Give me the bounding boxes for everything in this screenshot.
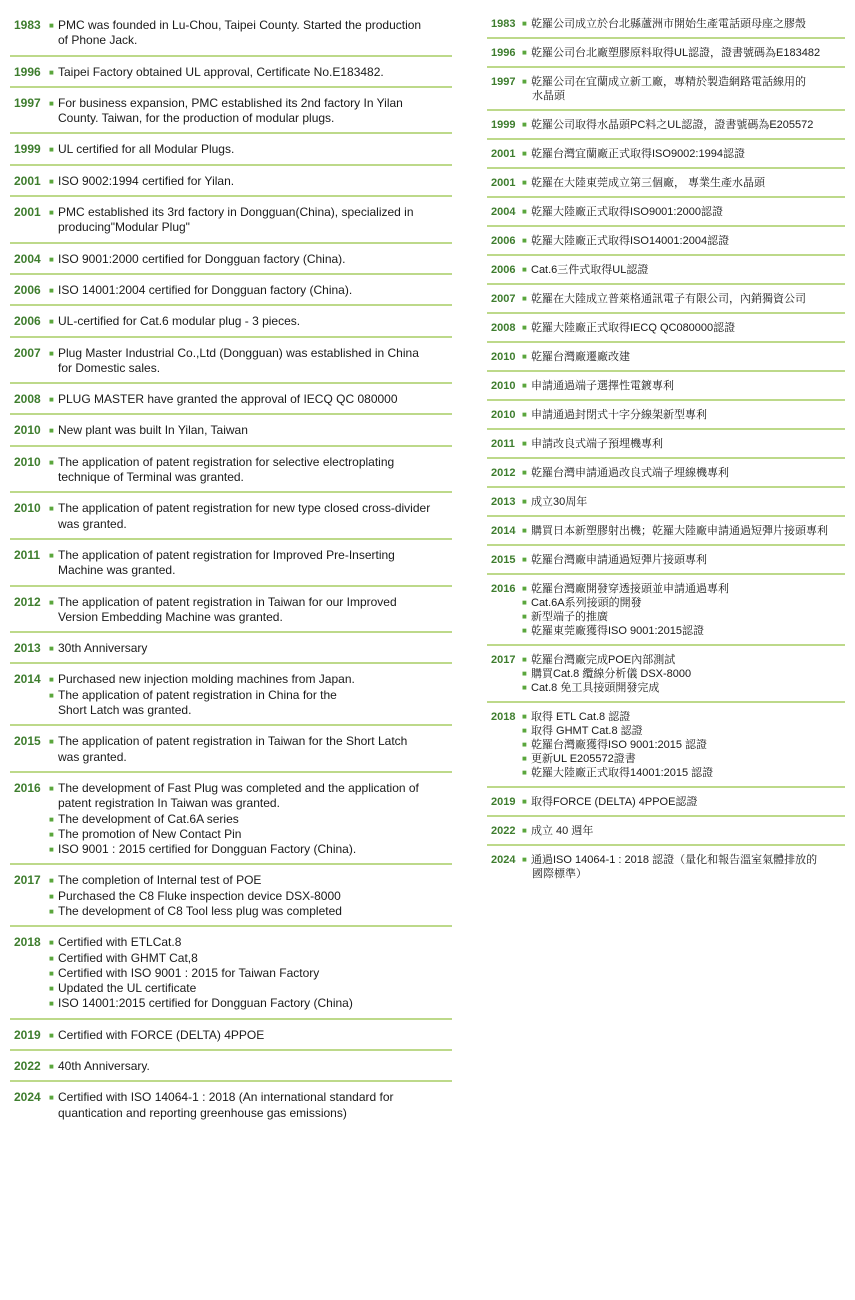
timeline-year: 1999 <box>14 142 41 157</box>
timeline-entry <box>10 865 452 927</box>
timeline-text: 乾羅大陸廠正式取得IECQ QC080000認證 <box>531 322 736 334</box>
green-square-bullet-icon: ■ <box>522 236 527 245</box>
timeline-text: 申請通過封閉式十字分線架新型專利 <box>531 409 707 421</box>
timeline-text: The development of Fast Plug was completed and the application of <box>58 780 419 795</box>
timeline-text: The development of C8 Tool less plug was completed <box>58 903 342 918</box>
green-square-bullet-icon: ■ <box>49 737 54 747</box>
green-square-bullet-icon: ■ <box>49 98 54 108</box>
timeline-text: 成立30周年 <box>531 496 588 508</box>
timeline-entry <box>10 244 452 275</box>
timeline-text: 水晶頭 <box>532 90 565 102</box>
timeline-text: Machine was granted. <box>58 563 176 578</box>
green-square-bullet-icon: ■ <box>522 740 527 749</box>
timeline-year: 2015 <box>491 554 516 566</box>
timeline-text: 申請通過端子選擇性電鍍專利 <box>531 380 674 392</box>
green-square-bullet-icon: ■ <box>522 826 527 835</box>
timeline-text: 乾羅台灣申請通過改良式端子埋線機專利 <box>531 467 729 479</box>
green-square-bullet-icon: ■ <box>522 598 527 607</box>
green-square-bullet-icon: ■ <box>522 294 527 303</box>
green-square-bullet-icon: ■ <box>49 906 54 916</box>
green-square-bullet-icon: ■ <box>49 783 54 793</box>
chinese-timeline <box>487 10 845 887</box>
timeline-text: County. Taiwan, for the production of modular plugs. <box>58 111 335 126</box>
timeline-year: 2010 <box>491 351 516 363</box>
timeline-year: 2006 <box>14 282 41 297</box>
timeline-text: The application of patent registration in Taiwan for our Improved <box>58 594 397 609</box>
timeline-entry <box>487 817 845 846</box>
timeline-entry <box>487 575 845 646</box>
timeline-year: 2011 <box>14 547 41 562</box>
timeline-text: quantication and reporting greenhouse gas emissions) <box>58 1105 347 1120</box>
timeline-entry <box>10 10 452 57</box>
green-square-bullet-icon: ■ <box>522 410 527 419</box>
timeline-text: The application of patent registration for Improved Pre-Inserting <box>58 547 395 562</box>
timeline-text: Certified with ISO 14064-1 : 2018 (An international standard for <box>58 1090 394 1105</box>
timeline-entry <box>487 846 845 887</box>
timeline-entry <box>487 111 845 140</box>
timeline-year: 2017 <box>14 873 41 888</box>
timeline-entry <box>10 447 452 494</box>
timeline-year: 2006 <box>14 314 41 329</box>
timeline-year: 2022 <box>14 1059 41 1074</box>
timeline-text: 乾羅東莞廠獲得ISO 9001:2015認證 <box>531 625 705 637</box>
timeline-year: 1996 <box>491 47 516 59</box>
green-square-bullet-icon: ■ <box>522 439 527 448</box>
timeline-year: 2012 <box>14 594 41 609</box>
timeline-year: 2024 <box>14 1090 41 1105</box>
timeline-year: 2013 <box>491 496 516 508</box>
timeline-year: 2006 <box>491 264 516 276</box>
timeline-text: Certified with FORCE (DELTA) 4PPOE <box>58 1027 265 1042</box>
timeline-text: 乾羅大陸廠正式取得ISO14001:2004認證 <box>531 235 730 247</box>
timeline-year: 2022 <box>491 825 516 837</box>
timeline-text: of Phone Jack. <box>58 33 138 48</box>
green-square-bullet-icon: ■ <box>49 285 54 295</box>
green-square-bullet-icon: ■ <box>522 352 527 361</box>
green-square-bullet-icon: ■ <box>49 829 54 839</box>
green-square-bullet-icon: ■ <box>49 1093 54 1103</box>
timeline-text: Taipei Factory obtained UL approval, Certificate No.E183482. <box>58 64 384 79</box>
timeline-entry <box>10 927 452 1019</box>
timeline-text: UL certified for all Modular Plugs. <box>58 142 235 157</box>
timeline-entry <box>487 343 845 372</box>
green-square-bullet-icon: ■ <box>522 612 527 621</box>
timeline-text: Cat.6A系列接頭的開發 <box>531 597 642 609</box>
timeline-entry <box>487 788 845 817</box>
timeline-entry <box>487 256 845 285</box>
timeline-entry <box>487 169 845 198</box>
timeline-text: 乾羅公司台北廠塑膠原料取得UL認證，證書號碼為E183482 <box>531 47 821 59</box>
timeline-entry <box>10 338 452 385</box>
timeline-year: 1999 <box>491 119 516 131</box>
timeline-year: 2008 <box>14 392 41 407</box>
green-square-bullet-icon: ■ <box>49 999 54 1009</box>
green-square-bullet-icon: ■ <box>49 597 54 607</box>
timeline-entry <box>10 664 452 726</box>
timeline-year: 1997 <box>14 95 41 110</box>
timeline-year: 2018 <box>14 935 41 950</box>
timeline-text: The development of Cat.6A series <box>58 811 239 826</box>
timeline-text: for Domestic sales. <box>58 360 161 375</box>
green-square-bullet-icon: ■ <box>49 953 54 963</box>
timeline-entry <box>487 401 845 430</box>
timeline-year: 2013 <box>14 641 41 656</box>
timeline-year: 2010 <box>14 454 41 469</box>
timeline-year: 1983 <box>14 18 41 32</box>
green-square-bullet-icon: ■ <box>522 526 527 535</box>
timeline-year: 2001 <box>491 177 516 189</box>
green-square-bullet-icon: ■ <box>49 426 54 436</box>
timeline-year: 1983 <box>491 18 516 30</box>
green-square-bullet-icon: ■ <box>522 77 527 86</box>
green-square-bullet-icon: ■ <box>522 120 527 129</box>
timeline-entry <box>10 493 452 540</box>
green-square-bullet-icon: ■ <box>522 584 527 593</box>
green-square-bullet-icon: ■ <box>522 683 527 692</box>
timeline-text: New plant was built In Yilan, Taiwan <box>58 423 248 438</box>
green-square-bullet-icon: ■ <box>522 381 527 390</box>
timeline-entry <box>487 198 845 227</box>
timeline-text: The promotion of New Contact Pin <box>58 826 242 841</box>
timeline-year: 2018 <box>491 711 516 723</box>
green-square-bullet-icon: ■ <box>49 67 54 77</box>
timeline-entry <box>487 285 845 314</box>
timeline-year: 2001 <box>491 148 516 160</box>
timeline-year: 2004 <box>491 206 516 218</box>
timeline-text: 乾羅台灣廠遷廠改建 <box>531 351 630 363</box>
timeline-text: ISO 9001 : 2015 certified for Dongguan Factory (China). <box>58 842 357 857</box>
timeline-text: The completion of Internal test of POE <box>58 873 262 888</box>
green-square-bullet-icon: ■ <box>522 626 527 635</box>
green-square-bullet-icon: ■ <box>49 1062 54 1072</box>
timeline-text: 乾羅台灣廠獲得ISO 9001:2015 認證 <box>531 739 708 751</box>
timeline-text: ISO 14001:2004 certified for Dongguan factory (China). <box>58 282 353 297</box>
timeline-text: 申請改良式端子預埋機專利 <box>531 438 663 450</box>
green-square-bullet-icon: ■ <box>522 48 527 57</box>
timeline-entry <box>487 703 845 788</box>
timeline-entry <box>487 39 845 68</box>
timeline-entry <box>10 166 452 197</box>
timeline-entry <box>10 1082 452 1127</box>
timeline-year: 2017 <box>491 654 516 666</box>
green-square-bullet-icon: ■ <box>522 149 527 158</box>
timeline-text: Plug Master Industrial Co.,Ltd (Dongguan) was established in China <box>58 345 419 360</box>
green-square-bullet-icon: ■ <box>522 323 527 332</box>
green-square-bullet-icon: ■ <box>49 938 54 948</box>
timeline-year: 2014 <box>491 525 516 537</box>
timeline-text: Purchased new injection molding machines from Japan. <box>58 672 355 687</box>
green-square-bullet-icon: ■ <box>522 497 527 506</box>
timeline-text: was granted. <box>58 516 127 531</box>
timeline-entry <box>10 633 452 664</box>
timeline-text: ISO 14001:2015 certified for Dongguan Factory (China) <box>58 996 353 1011</box>
timeline-entry <box>487 459 845 488</box>
green-square-bullet-icon: ■ <box>49 550 54 560</box>
green-square-bullet-icon: ■ <box>522 555 527 564</box>
timeline-text: patent registration In Taiwan was granted. <box>58 796 280 811</box>
timeline-text: PMC was founded in Lu-Chou, Taipei County. Started the production <box>58 18 422 32</box>
timeline-text: 30th Anniversary <box>58 641 148 656</box>
timeline-text: technique of Terminal was granted. <box>58 470 244 485</box>
timeline-entry <box>487 140 845 169</box>
green-square-bullet-icon: ■ <box>49 1030 54 1040</box>
timeline-entry <box>10 134 452 165</box>
timeline-text: producing"Modular Plug" <box>58 220 190 235</box>
timeline-entry <box>487 488 845 517</box>
timeline-year: 2001 <box>14 173 41 188</box>
green-square-bullet-icon: ■ <box>522 797 527 806</box>
timeline-entry <box>10 587 452 634</box>
green-square-bullet-icon: ■ <box>49 968 54 978</box>
timeline-year: 2007 <box>491 293 516 305</box>
timeline-text: The application of patent registration for new type closed cross-divider <box>58 501 431 516</box>
timeline-text: 國際標準） <box>532 868 587 880</box>
timeline-text: 通過ISO 14064-1 : 2018 認證（量化和報告溫室氣體排放的 <box>531 854 818 866</box>
timeline-text: 購買Cat.8 纜線分析儀 DSX-8000 <box>531 668 692 680</box>
timeline-entry <box>10 275 452 306</box>
timeline-entry <box>10 88 452 135</box>
green-square-bullet-icon: ■ <box>49 504 54 514</box>
timeline-entry <box>10 197 452 244</box>
timeline-entry <box>10 726 452 773</box>
green-square-bullet-icon: ■ <box>522 468 527 477</box>
timeline-text: 乾羅在大陸東莞成立第三個廠， 專業生產水晶頭 <box>531 177 766 189</box>
timeline-text: 乾羅大陸廠正式取得14001:2015 認證 <box>531 767 714 779</box>
timeline-text: The application of patent registration in Taiwan for the Short Latch <box>58 734 408 749</box>
green-square-bullet-icon: ■ <box>49 891 54 901</box>
timeline-text: Updated the UL certificate <box>58 981 197 996</box>
timeline-text: 乾羅公司在宜蘭成立新工廠，專精於製造網路電話線用的 <box>531 76 806 88</box>
timeline-entry <box>10 57 452 88</box>
timeline-year: 2007 <box>14 345 41 360</box>
timeline-text: Version Embedding Machine was granted. <box>58 609 283 624</box>
timeline-entry <box>10 773 452 865</box>
timeline-text: UL-certified for Cat.6 modular plug - 3 pieces. <box>58 314 301 329</box>
timeline-text: 乾羅在大陸成立普萊格通訊電子有限公司，內銷獨資公司 <box>531 293 806 305</box>
green-square-bullet-icon: ■ <box>49 845 54 855</box>
timeline-text: ISO 9002:1994 certified for Yilan. <box>58 173 235 188</box>
green-square-bullet-icon: ■ <box>522 855 527 864</box>
timeline-text: 更新UL E205572證書 <box>531 753 636 765</box>
green-square-bullet-icon: ■ <box>522 178 527 187</box>
timeline-entry <box>487 646 845 703</box>
green-square-bullet-icon: ■ <box>49 876 54 886</box>
timeline-text: 乾羅台灣廠申請通過短彈片接頭專利 <box>531 554 707 566</box>
green-square-bullet-icon: ■ <box>49 254 54 264</box>
timeline-entry <box>487 10 845 39</box>
timeline-text: 40th Anniversary. <box>58 1059 150 1074</box>
timeline-entry <box>10 1051 452 1082</box>
timeline-entry <box>10 306 452 337</box>
green-square-bullet-icon: ■ <box>49 457 54 467</box>
green-square-bullet-icon: ■ <box>49 145 54 155</box>
timeline-text: Purchased the C8 Fluke inspection device DSX-8000 <box>58 888 341 903</box>
timeline-text: The application of patent registration for selective electroplating <box>58 454 395 469</box>
timeline-text: Certified with ETLCat.8 <box>58 935 182 950</box>
timeline-text: PMC established its 3rd factory in Dongguan(China), specialized in <box>58 205 414 220</box>
timeline-text: 乾羅公司成立於台北縣蘆洲市開始生產電話頭母座之膠殼 <box>531 18 806 30</box>
timeline-text: 乾羅大陸廠正式取得ISO9001:2000認證 <box>531 206 723 218</box>
timeline-text: Cat.6三件式取得UL認證 <box>531 264 649 276</box>
timeline-year: 2010 <box>14 423 41 438</box>
timeline-text: 乾羅台灣廠完成POE內部測試 <box>531 654 676 666</box>
green-square-bullet-icon: ■ <box>49 317 54 327</box>
timeline-year: 2014 <box>14 672 41 687</box>
timeline-year: 2019 <box>14 1027 41 1042</box>
green-square-bullet-icon: ■ <box>522 754 527 763</box>
green-square-bullet-icon: ■ <box>49 348 54 358</box>
green-square-bullet-icon: ■ <box>522 768 527 777</box>
timeline-text: Certified with GHMT Cat,8 <box>58 950 198 965</box>
timeline-entry <box>10 1020 452 1051</box>
timeline-year: 2001 <box>14 205 41 220</box>
timeline-text: The application of patent registration in China for the <box>58 687 337 702</box>
timeline-text: 乾羅公司取得水晶頭PC料之UL認證，證書號碼為E205572 <box>531 119 814 131</box>
timeline-year: 2006 <box>491 235 516 247</box>
green-square-bullet-icon: ■ <box>522 726 527 735</box>
timeline-text: 取得 GHMT Cat.8 認證 <box>531 725 643 737</box>
timeline-entry <box>10 415 452 446</box>
timeline-text: Certified with ISO 9001 : 2015 for Taiwan Factory <box>58 965 320 980</box>
green-square-bullet-icon: ■ <box>49 21 54 30</box>
timeline-text: ISO 9001:2000 certified for Dongguan factory (China). <box>58 251 346 266</box>
green-square-bullet-icon: ■ <box>49 675 54 685</box>
timeline-year: 2024 <box>491 854 516 866</box>
timeline-year: 2008 <box>491 322 516 334</box>
timeline-year: 2015 <box>14 734 41 749</box>
timeline-text: For business expansion, PMC established its 2nd factory In Yilan <box>58 95 403 110</box>
green-square-bullet-icon: ■ <box>522 265 527 274</box>
timeline-text: 新型端子的推廣 <box>531 611 608 623</box>
timeline-text: Cat.8 免工具接頭開發完成 <box>531 682 660 694</box>
green-square-bullet-icon: ■ <box>49 208 54 218</box>
timeline-year: 2012 <box>491 467 516 479</box>
timeline-text: 購買日本新塑膠射出機；乾羅大陸廠申請通過短彈片接頭專利 <box>531 525 828 537</box>
green-square-bullet-icon: ■ <box>522 669 527 678</box>
timeline-year: 2010 <box>491 409 516 421</box>
timeline-year: 2010 <box>14 501 41 516</box>
timeline-entry <box>487 68 845 111</box>
green-square-bullet-icon: ■ <box>49 814 54 824</box>
timeline-entry <box>487 430 845 459</box>
timeline-entry <box>10 540 452 587</box>
timeline-year: 2016 <box>14 780 41 795</box>
green-square-bullet-icon: ■ <box>49 395 54 405</box>
timeline-text: 乾羅台灣宜蘭廠正式取得ISO9002:1994認證 <box>531 148 745 160</box>
timeline-text: 取得 ETL Cat.8 認證 <box>531 711 631 723</box>
timeline-entry <box>487 372 845 401</box>
green-square-bullet-icon: ■ <box>522 712 527 721</box>
green-square-bullet-icon: ■ <box>522 207 527 216</box>
timeline-entry <box>487 314 845 343</box>
timeline-entry <box>10 384 452 415</box>
timeline-year: 2016 <box>491 583 516 595</box>
timeline-entry <box>487 517 845 546</box>
timeline-entry <box>487 546 845 575</box>
green-square-bullet-icon: ■ <box>522 655 527 664</box>
timeline-year: 1996 <box>14 64 41 79</box>
green-square-bullet-icon: ■ <box>49 984 54 994</box>
green-square-bullet-icon: ■ <box>49 644 54 654</box>
timeline-year: 2004 <box>14 251 41 266</box>
timeline-text: Short Latch was granted. <box>58 703 192 718</box>
timeline-year: 1997 <box>491 76 516 88</box>
green-square-bullet-icon: ■ <box>49 690 54 700</box>
green-square-bullet-icon: ■ <box>522 19 527 28</box>
timeline-text: 乾羅台灣廠開發穿透接頭並申請通過專利 <box>531 583 729 595</box>
timeline-text: PLUG MASTER have granted the approval of IECQ QC 080000 <box>58 392 398 407</box>
timeline-year: 2011 <box>491 438 515 450</box>
timeline-year: 2010 <box>491 380 516 392</box>
timeline-entry <box>487 227 845 256</box>
timeline-text: 成立 40 週年 <box>531 825 594 837</box>
green-square-bullet-icon: ■ <box>49 176 54 186</box>
timeline-year: 2019 <box>491 796 516 808</box>
timeline-text: 取得FORCE (DELTA) 4PPOE認證 <box>531 796 698 808</box>
english-timeline <box>10 10 452 1127</box>
timeline-text: was granted. <box>58 749 127 764</box>
